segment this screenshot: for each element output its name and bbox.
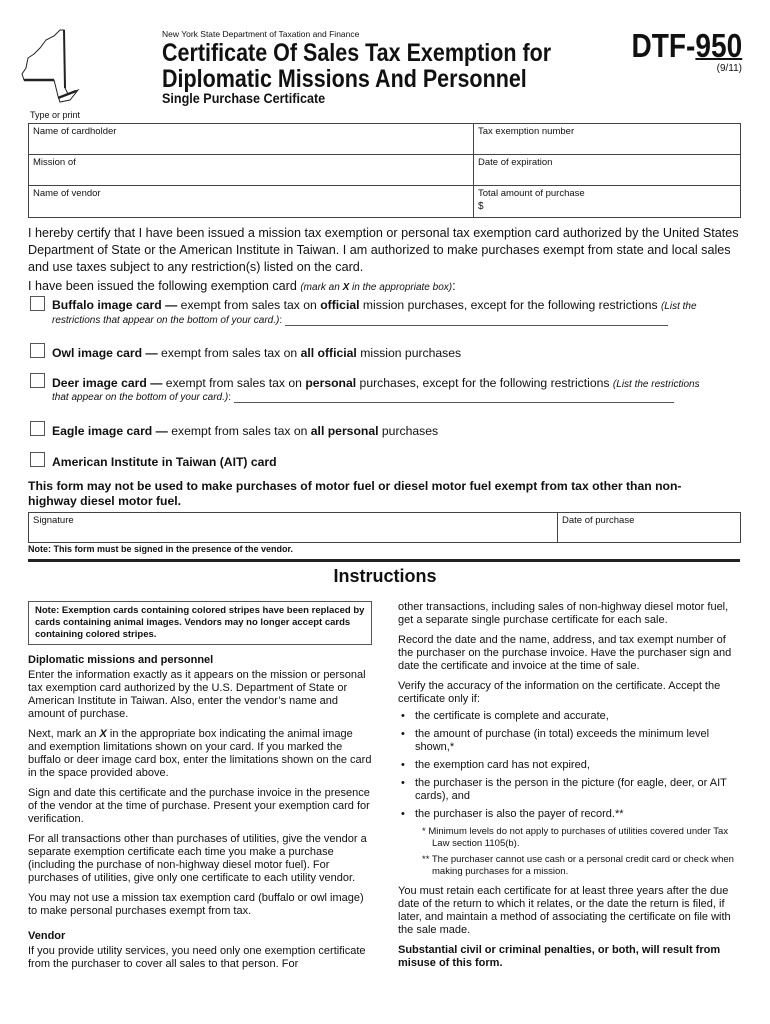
issued-colon: : [452, 279, 456, 293]
criteria-item: • the purchaser is also the payer of record.** [398, 808, 742, 821]
owl-bold: all official [300, 346, 357, 360]
criteria-item: • the exemption card has not expired, [398, 759, 742, 772]
buffalo-hint: (List the [660, 301, 697, 312]
cardholder-name-label: Name of cardholder [33, 126, 117, 137]
deer-colon: : [228, 392, 231, 403]
retention-paragraph: You must retain each certificate for at least three years after the due date of the return to which it relates, or the date the return is filed, if later, and maintain a method of associating the certificate on file with the sale made. [398, 885, 731, 936]
issued-card-intro [28, 278, 748, 296]
title-line-2: Diplomatic Missions And Personnel [162, 65, 527, 93]
buffalo-text-2: mission purchases, except for the following restrictions [359, 298, 661, 312]
form-number [631, 27, 742, 65]
signature-input[interactable] [33, 526, 553, 540]
deer-bold: personal [305, 376, 357, 390]
eagle-text-2: purchases [378, 424, 439, 438]
form-number-digits: 950 [695, 27, 742, 64]
deer-card-name: Deer image card — [52, 376, 163, 390]
issued-hint: (mark an [300, 282, 343, 293]
criteria-item: • the certificate is complete and accurate, [398, 710, 742, 723]
eagle-text-1: exempt from sales tax on [167, 424, 311, 438]
footnote-payment: ** The purchaser cannot use cash or a personal credit card or check when making purchases for a mission. [422, 854, 734, 877]
mission-input[interactable] [33, 168, 469, 182]
vendor-p1-continuation: other transactions, including sales of non-highway diesel motor fuel, get a separate single purchase certificate for each sale. [398, 601, 729, 626]
buffalo-text-1: exempt from sales tax on [177, 298, 321, 312]
buffalo-card-name: Buffalo image card — [52, 298, 178, 312]
deer-restrictions-input[interactable] [234, 402, 674, 403]
vendor-paragraph-3: Verify the accuracy of the information on the certificate. Accept the certificate only if: [398, 680, 721, 705]
title-line-1: Certificate Of Sales Tax Exemption for [162, 39, 552, 67]
expiration-date-cell [474, 155, 741, 186]
mission-cell [29, 155, 474, 186]
instructions-right-column [398, 601, 742, 977]
expiration-date-label: Date of expiration [478, 157, 553, 168]
eagle-bold: all personal [310, 424, 379, 438]
footnote-minimum-levels: * Minimum levels do not apply to purchases of utilities covered under Tax Law section 1105(b). [422, 826, 729, 849]
dollar-sign: $ [478, 201, 484, 212]
section-divider [28, 559, 740, 562]
diplomatic-paragraph-2 [28, 728, 372, 780]
cardholder-info-table [28, 123, 741, 218]
buffalo-card-checkbox[interactable] [30, 296, 45, 311]
dip-p2-x: X [99, 728, 107, 740]
motor-fuel-warning: This form may not be used to make purchases of motor fuel or diesel motor fuel exempt from tax other than non-highway diesel motor fuel. [28, 479, 682, 508]
cardholder-name-cell [29, 124, 474, 155]
signature-label: Signature [33, 515, 74, 526]
vendor-paragraph-1: If you provide utility services, you need only one exemption certificate from the purchaser to cover all sales to that person. For [28, 945, 366, 970]
deer-hint: (List the restrictions [612, 379, 700, 390]
vendor-name-input[interactable] [33, 199, 469, 213]
vendor-paragraph-1-continued [398, 601, 742, 627]
tax-exemption-number-cell [474, 124, 741, 155]
total-amount-label: Total amount of purchase [478, 188, 585, 199]
eagle-card-name: Eagle image card — [52, 424, 168, 438]
criteria-item: • the amount of purchase (in total) exceeds the minimum level shown,* [398, 728, 742, 754]
buffalo-bold: official [320, 298, 360, 312]
new-york-state-map-logo [18, 28, 80, 106]
buffalo-card-option [52, 298, 697, 312]
agency-name: New York State Department of Taxation and Finance [162, 29, 360, 39]
diplomatic-heading: Diplomatic missions and personnel [28, 654, 214, 666]
type-or-print-label: Type or print [30, 110, 81, 120]
ait-card-option [52, 455, 277, 469]
owl-card-option [52, 346, 461, 360]
total-amount-input[interactable] [487, 201, 736, 215]
dip-p2-start: Next, mark an [28, 728, 100, 740]
purchase-date-cell [558, 513, 741, 543]
issued-hint-x: X [342, 282, 350, 293]
issued-intro-text: I have been issued the following exemption card [28, 279, 301, 293]
deer-card-checkbox[interactable] [30, 373, 45, 388]
instructions-left-column [28, 601, 372, 978]
ait-card-checkbox[interactable] [30, 452, 45, 467]
buffalo-restrictions-line [52, 315, 668, 326]
acceptance-criteria-list [398, 710, 742, 821]
mission-label: Mission of [33, 157, 76, 168]
vendor-name-label: Name of vendor [33, 188, 101, 199]
criteria-item: • the purchaser is the person in the picture (for eagle, deer, or AIT cards), and [398, 777, 742, 803]
owl-card-name: Owl image card — [52, 346, 158, 360]
owl-text-2: mission purchases [356, 346, 462, 360]
expiration-date-input[interactable] [478, 168, 736, 182]
colored-stripes-note: Note: Exemption cards containing colored stripes have been replaced by cards containing animal images. Vendors may no longer accept cards containing colored stripes. [28, 601, 372, 645]
eagle-card-checkbox[interactable] [30, 421, 45, 436]
buffalo-restrictions-input[interactable] [285, 325, 668, 326]
diplomatic-paragraph-5: You may not use a mission tax exemption card (buffalo or owl image) to make personal purchases exempt from tax. [28, 892, 364, 917]
tax-exemption-number-label: Tax exemption number [478, 126, 575, 137]
diplomatic-paragraph-4: For all transactions other than purchases of utilities, give the vendor a separate exemption certificate each time you make a purchase (including the purchase of non-highway diesel motor fuel). For purchases of utilities, give only one certificate to each utility vendor. [28, 833, 367, 884]
signing-note: Note: This form must be signed in the presence of the vendor. [28, 544, 294, 554]
eagle-card-option [52, 424, 438, 438]
form-title [162, 40, 551, 92]
instructions-heading: Instructions [333, 566, 437, 586]
deer-text-2: purchases, except for the following restrictions [356, 376, 613, 390]
signature-cell [29, 513, 558, 543]
buffalo-colon: : [279, 315, 283, 326]
cardholder-name-input[interactable] [33, 137, 469, 151]
deer-text-1: exempt from sales tax on [162, 376, 306, 390]
owl-card-checkbox[interactable] [30, 343, 45, 358]
purchase-date-label: Date of purchase [562, 515, 635, 526]
signature-table [28, 512, 741, 543]
vendor-name-cell [29, 186, 474, 218]
purchase-date-input[interactable] [562, 526, 736, 540]
vendor-heading: Vendor [28, 930, 66, 942]
buffalo-hint-line2: restrictions that appear on the bottom of your card.) [52, 315, 280, 326]
tax-exemption-number-input[interactable] [478, 137, 736, 151]
deer-restrictions-line [52, 392, 674, 403]
form-prefix: DTF- [631, 27, 696, 64]
revision-date: (9/11) [716, 63, 742, 74]
diplomatic-paragraph-3: Sign and date this certificate and the purchase invoice in the presence of the vendor at the time of purchase. Present your exemption card for verification. [28, 787, 370, 825]
issued-hint-end: in the appropriate box) [349, 282, 453, 293]
penalty-statement: Substantial civil or criminal penalties, or both, will result from misuse of this form. [398, 944, 721, 969]
total-amount-cell [474, 186, 741, 218]
deer-hint-line2: that appear on the bottom of your card.) [52, 392, 229, 403]
deer-card-option [52, 376, 700, 390]
ait-card-name: American Institute in Taiwan (AIT) card [52, 455, 277, 469]
vendor-paragraph-2: Record the date and the name, address, and tax exempt number of the purchaser on the purchase invoice. Have the purchaser sign and date the certificate and invoice at the time of sale. [398, 634, 732, 672]
dip-p2-end: in the appropriate box indicating the animal image and exemption limitations shown on your card. If you marked the buffalo or deer image card box, enter the limitations shown on the card in the space provided above. [28, 728, 372, 779]
certification-statement: I hereby certify that I have been issued a mission tax exemption or personal tax exemption card authorized by the United States Department of State or the American Institute in Taiwan. I am authorized to make purchases exempt from state and local sales and use taxes subject to any restriction(s) listed on the card. [28, 226, 739, 274]
owl-text-1: exempt from sales tax on [157, 346, 301, 360]
diplomatic-paragraph-1: Enter the information exactly as it appears on the mission or personal tax exemption card authorized by the U.S. Department of State or American Institute in Taiwan. Also, enter the vendor’s name and amount of purchase. [28, 669, 366, 720]
form-subtitle: Single Purchase Certificate [162, 90, 326, 106]
